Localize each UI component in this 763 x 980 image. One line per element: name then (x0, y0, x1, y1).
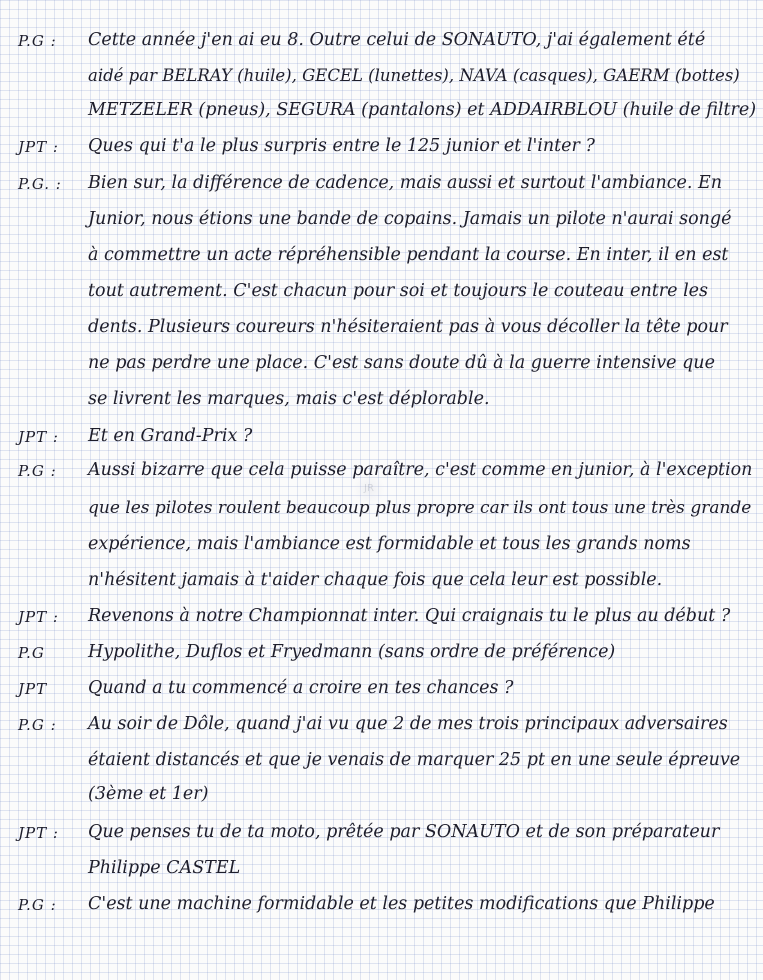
text-line: (3ème et 1er) (88, 784, 209, 804)
text-line: se livrent les marques, mais c'est déplorable. (88, 389, 490, 409)
speaker-label: JPT : (18, 138, 59, 156)
text-line: dents. Plusieurs coureurs n'hésiteraient pas à vous décoller la tête pour (88, 317, 728, 337)
speaker-label: P.G : (18, 896, 57, 914)
text-line: Quand a tu commencé a croire en tes chances ? (88, 678, 514, 698)
text-line: tout autrement. C'est chacun pour soi et toujours le couteau entre les (88, 281, 709, 301)
text-line: Philippe CASTEL (88, 858, 241, 878)
speaker-label: JPT : (18, 608, 59, 626)
text-line: Hypolithe, Duflos et Fryedmann (sans ordre de préférence) (88, 642, 616, 662)
text-line: ne pas perdre une place. C'est sans doute dû à la guerre intensive que (88, 353, 715, 373)
text-line: C'est une machine formidable et les petites modifications que Philippe (88, 894, 715, 914)
speaker-label: P.G (18, 644, 45, 662)
text-line: que les pilotes roulent beaucoup plus propre car ils ont tous une très grande (88, 498, 752, 518)
text-line: Cette année j'en ai eu 8. Outre celui de SONAUTO, j'ai également été (88, 30, 706, 50)
speaker-label: P.G. : (18, 175, 62, 193)
text-line: Que penses tu de ta moto, prêtée par SONAUTO et de son préparateur (88, 822, 720, 842)
watermark-logo: JR (352, 474, 386, 504)
speaker-label: JPT : (18, 824, 59, 842)
speaker-label: P.G : (18, 716, 57, 734)
text-line: étaient distancés et que je venais de marquer 25 pt en une seule épreuve (88, 750, 741, 770)
text-line: Junior, nous étions une bande de copains. Jamais un pilote n'aurai songé (88, 209, 732, 229)
text-line: aidé par BELRAY (huile), GECEL (lunettes), NAVA (casques), GAERM (bottes) (88, 66, 740, 85)
text-line: Aussi bizarre que cela puisse paraître, c'est comme en junior, à l'exception (88, 460, 753, 480)
text-line: Bien sur, la différence de cadence, mais aussi et surtout l'ambiance. En (88, 173, 723, 193)
speaker-label: JPT (18, 680, 48, 698)
text-line: Et en Grand-Prix ? (88, 426, 253, 446)
text-line: n'hésitent jamais à t'aider chaque fois que cela leur est possible. (88, 570, 663, 590)
text-line: Ques qui t'a le plus surpris entre le 125 junior et l'inter ? (88, 136, 595, 156)
text-line: expérience, mais l'ambiance est formidable et tous les grands noms (88, 534, 691, 554)
speaker-label: P.G : (18, 32, 57, 50)
text-line: Revenons à notre Championnat inter. Qui craignais tu le plus au début ? (88, 606, 731, 626)
text-line: à commettre un acte répréhensible pendant la course. En inter, il en est (88, 245, 729, 265)
text-line: METZELER (pneus), SEGURA (pantalons) et ADDAIRBLOU (huile de filtre) (88, 100, 757, 120)
text-line: Au soir de Dôle, quand j'ai vu que 2 de mes trois principaux adversaires (88, 714, 728, 734)
speaker-label: JPT : (18, 428, 59, 446)
speaker-label: P.G : (18, 462, 57, 480)
